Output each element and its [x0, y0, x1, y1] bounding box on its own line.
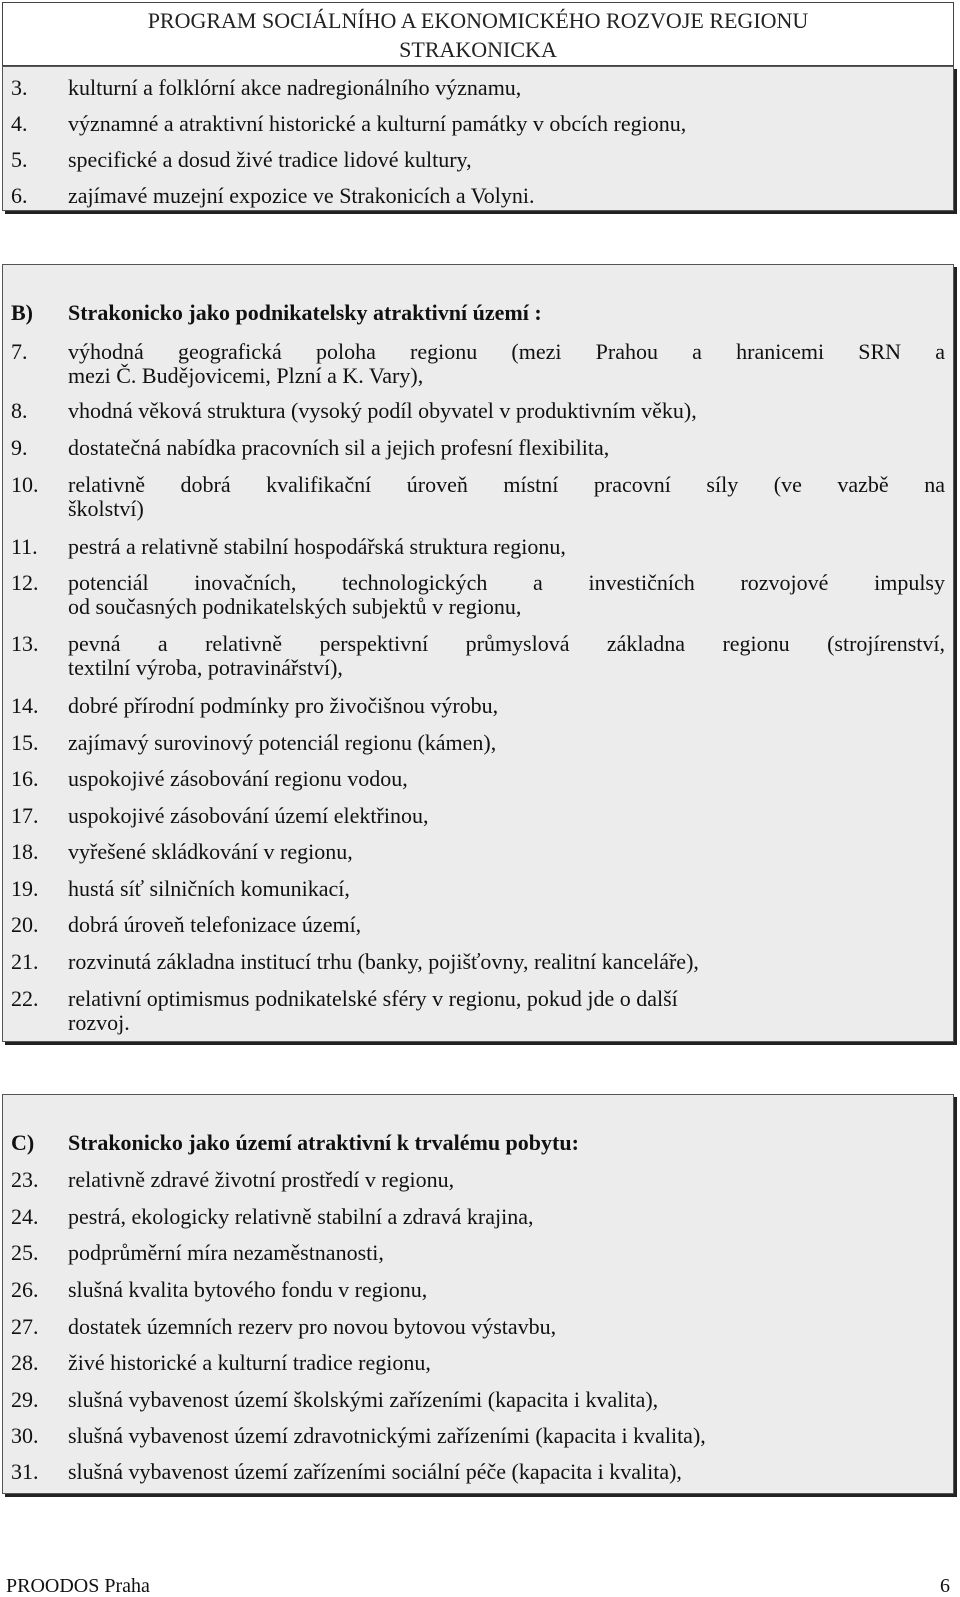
item-number: 12. [11, 570, 39, 595]
item-text: uspokojivé zásobování regionu vodou, [68, 766, 408, 791]
item-text-line2: mezi Č. Budějovicemi, Plzní a K. Vary), [68, 363, 424, 388]
item-text: významné a atraktivní historické a kulturní památky v obcích regionu, [68, 111, 687, 136]
section-title: Strakonicko jako území atraktivní k trvalému pobytu: [68, 1130, 579, 1155]
item-number: 29. [11, 1387, 39, 1412]
item-text: uspokojivé zásobování území elektřinou, [68, 803, 429, 828]
item-text-line2: školství) [68, 496, 144, 521]
header-title-line1: PROGRAM SOCIÁLNÍHO A EKONOMICKÉHO ROZVOJE REGIONU [147, 8, 809, 33]
section-title: Strakonicko jako podnikatelsky atraktivní území : [68, 300, 542, 325]
item-number: 24. [11, 1204, 39, 1229]
item-number: 13. [11, 631, 39, 656]
item-text: pestrá a relativně stabilní hospodářská struktura regionu, [68, 534, 566, 559]
section-a-box [2, 66, 954, 211]
item-text: slušná kvalita bytového fondu v regionu, [68, 1277, 428, 1302]
item-text: slušná vybavenost území zařízeními sociální péče (kapacita i kvalita), [68, 1459, 682, 1484]
item-number: 21. [11, 949, 39, 974]
item-number: 6. [11, 183, 28, 208]
item-text: kulturní a folklórní akce nadregionálního významu, [68, 75, 522, 100]
item-text-line1: relativní optimismus podnikatelské sféry v regionu, pokud jde o další [68, 986, 678, 1011]
item-number: 5. [11, 147, 28, 172]
item-text: dobré přírodní podmínky pro živočišnou výrobu, [68, 693, 499, 718]
item-text: relativně zdravé životní prostředí v regionu, [68, 1167, 455, 1192]
item-text-line1: pevná a relativně perspektivní průmyslová základna regionu (strojírenství, [68, 631, 945, 656]
item-text-line1: potenciál inovačních, technologických a investičních rozvojové impulsy [68, 570, 945, 595]
item-text: zajímavé muzejní expozice ve Strakonicích a Volyni. [68, 183, 535, 208]
item-number: 18. [11, 839, 39, 864]
item-text: dostatek územních rezerv pro novou bytovou výstavbu, [68, 1314, 557, 1339]
document-header [2, 2, 954, 66]
item-text-line1: výhodná geografická poloha regionu (mezi Prahou a hranicemi SRN a [68, 339, 945, 364]
section-label: B) [11, 300, 33, 325]
item-text: hustá síť silničních komunikací, [68, 876, 350, 901]
item-number: 30. [11, 1423, 39, 1448]
item-text-line2: textilní výroba, potravinářství), [68, 655, 343, 680]
item-number: 14. [11, 693, 39, 718]
item-number: 20. [11, 912, 39, 937]
item-number: 22. [11, 986, 39, 1011]
section-b-box [2, 264, 954, 1042]
item-number: 16. [11, 766, 39, 791]
item-text: pestrá, ekologicky relativně stabilní a zdravá krajina, [68, 1204, 534, 1229]
item-number: 9. [11, 435, 28, 460]
item-text: živé historické a kulturní tradice regionu, [68, 1350, 431, 1375]
item-text: zajímavý surovinový potenciál regionu (kámen), [68, 730, 497, 755]
item-text: rozvinutá základna institucí trhu (banky, pojišťovny, realitní kanceláře), [68, 949, 699, 974]
item-text-line2: od současných podnikatelských subjektů v regionu, [68, 594, 522, 619]
item-text: dostatečná nabídka pracovních sil a jejich profesní flexibilita, [68, 435, 610, 460]
item-number: 23. [11, 1167, 39, 1192]
item-number: 10. [11, 472, 39, 497]
item-number: 7. [11, 339, 28, 364]
header-title-line2: STRAKONICKA [399, 37, 557, 62]
item-number: 19. [11, 876, 39, 901]
item-number: 25. [11, 1240, 39, 1265]
item-number: 26. [11, 1277, 39, 1302]
item-text-line1: relativně dobrá kvalifikační úroveň místní pracovní síly (ve vazbě na [68, 472, 945, 497]
item-text: vhodná věková struktura (vysoký podíl obyvatel v produktivním věku), [68, 398, 697, 423]
item-text: podprůměrní míra nezaměstnanosti, [68, 1240, 384, 1265]
item-number: 8. [11, 398, 28, 423]
item-number: 15. [11, 730, 39, 755]
item-text-line2: rozvoj. [68, 1010, 130, 1035]
item-text: dobrá úroveň telefonizace území, [68, 912, 362, 937]
page-number: 6 [940, 1575, 950, 1597]
section-label: C) [11, 1130, 35, 1155]
item-text: vyřešené skládkování v regionu, [68, 839, 353, 864]
item-number: 28. [11, 1350, 39, 1375]
item-text: slušná vybavenost území školskými zařízeními (kapacita i kvalita), [68, 1387, 659, 1412]
item-number: 27. [11, 1314, 39, 1339]
section-c-box [2, 1094, 954, 1494]
item-number: 17. [11, 803, 39, 828]
item-number: 4. [11, 111, 28, 136]
footer-organization: PROODOS Praha [6, 1575, 150, 1597]
item-text: slušná vybavenost území zdravotnickými zařízeními (kapacita i kvalita), [68, 1423, 706, 1448]
item-number: 31. [11, 1459, 39, 1484]
item-number: 11. [11, 534, 38, 559]
item-text: specifické a dosud živé tradice lidové kultury, [68, 147, 472, 172]
item-number: 3. [11, 75, 28, 100]
